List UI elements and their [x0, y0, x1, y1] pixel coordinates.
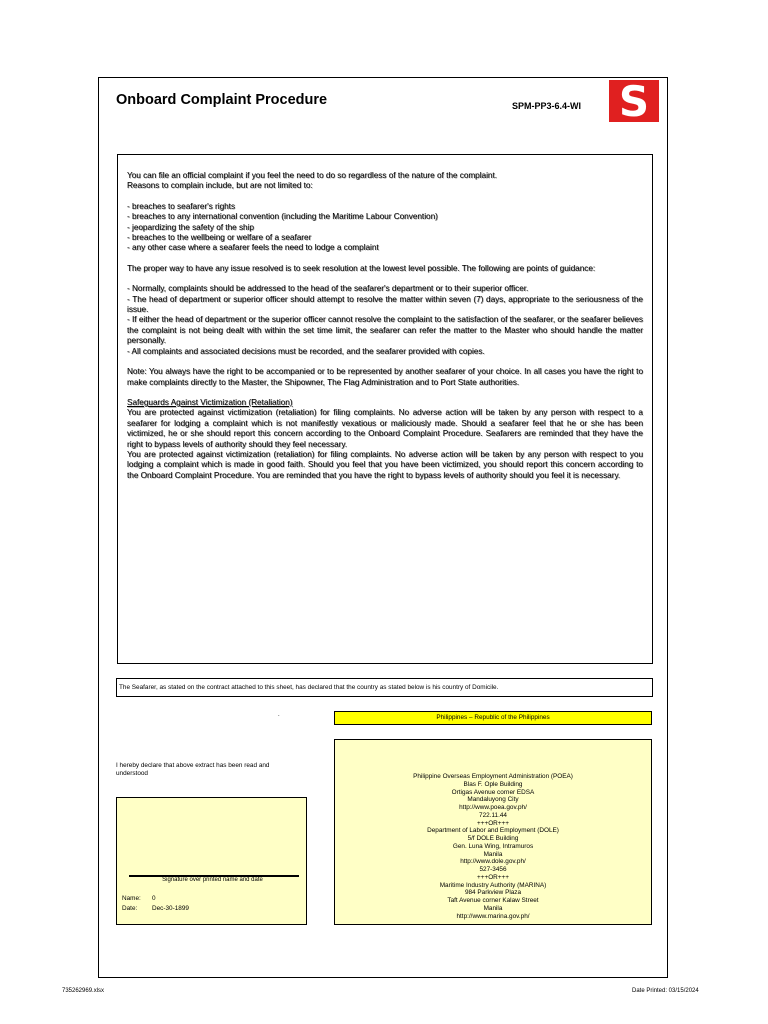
company-logo — [609, 80, 659, 122]
intro-line-1: You can file an official complaint if you feel the need to do so regardless of the nature of the complaint. — [127, 171, 498, 180]
page-title: Onboard Complaint Procedure — [116, 92, 328, 108]
document-code: SPM-PP3-6.4-WI — [512, 101, 582, 111]
reason-item: - breaches to the wellbeing or welfare of a seafarer — [127, 233, 312, 243]
name-row — [122, 895, 156, 902]
complaint-procedure-text — [117, 154, 653, 664]
contact-line: Gen. Luna Wing, Intramuros — [452, 842, 534, 850]
proper-way-paragraph: The proper way to have any issue resolved is to seek resolution at the lowest level possible. The following are points of guidance: — [127, 263, 596, 273]
agency-contacts — [334, 739, 652, 925]
contact-line: +++OR+++ — [477, 873, 509, 881]
name-label: Name: — [122, 895, 141, 902]
footer-date-printed: Date Printed: 03/15/2024 — [632, 988, 699, 994]
signature-box[interactable] — [116, 797, 307, 925]
read-statement: I hereby declare that above extract has been read and understood — [116, 762, 270, 777]
guidance-item: - Normally, complaints should be addressed to the head of the seafarer's department or to their superior officer. — [127, 284, 529, 294]
separator-dot: . — [278, 712, 280, 718]
intro-line-2: Reasons to complain include, but are not limited to: — [127, 181, 313, 191]
contact-line: Department of Labor and Employment (DOLE) — [427, 827, 559, 835]
contact-line: Blas F. Ople Building — [463, 780, 523, 788]
reason-item: - breaches to any international convention (including the Maritime Labour Convention) — [127, 212, 438, 222]
safeguards-paragraph-1: You are protected against victimization (retaliation) for filing complaints. No adverse action will be taken by any person with respect to a seafarer for lodging a complaint which is not manifestly vexatious or maliciously made. Should a seafarer feel that he or she has been victimized, he or she should report this concern according to the Onboard Complaint Procedure. Seafarers are reminded that they have the right to bypass levels of authority should they feel necessary. — [127, 408, 643, 449]
contact-line: Maritime Industry Authority (MARINA) — [439, 881, 547, 889]
domicile-declaration: The Seafarer, as stated on the contract attached to this sheet, has declared that the country as stated below is his country of Domicile. — [116, 678, 653, 697]
name-value: 0 — [152, 895, 156, 902]
country-field[interactable]: Philippines – Republic of the Philippines — [334, 711, 652, 725]
contact-line: http://www.marina.gov.ph/ — [456, 912, 530, 920]
safeguards-paragraph-2: You are protected against victimization (retaliation) for filing complaints. No adverse action will be taken by any person with respect to you lodging a complaint which is made in good faith. Should you feel that you have been victimized, you should report this concern according to the Onboard Complaint Procedure. You are reminded that you have the right to bypass levels of authority should you feel it is necessary. — [127, 449, 643, 480]
contact-line: Manila — [483, 850, 503, 858]
reason-item: - any other case where a seafarer feels the need to lodge a complaint — [127, 243, 379, 253]
reason-item: - jeopardizing the safety of the ship — [127, 222, 254, 232]
contact-line: Taft Avenue corner Kalaw Street — [447, 897, 539, 904]
contact-line: Mandaluyong City — [467, 796, 519, 804]
footer-filename: 735262969.xlsx — [62, 988, 105, 994]
note-paragraph: Note: You always have the right to be accompanied or to be represented by another seafarer of your choice. In all cases you have the right to make complaints directly to the Master, the Shipowner, The Flag Administration and to Port State authorities. — [127, 367, 643, 387]
contact-line: Manila — [483, 904, 503, 912]
contact-line: Ortigas Avenue corner EDSA — [451, 788, 535, 796]
contact-line: 527-3456 — [479, 866, 507, 873]
contact-line: 722.11.44 — [479, 811, 507, 819]
date-label: Date: — [122, 905, 138, 912]
guidance-item: - If either the head of department or the superior officer cannot resolve the complaint to the satisfaction of the seafarer, or the seafarer believes the complaint is not being dealt with within the set time limit, the seafarer can refer the matter to the Master who should handle the matter personally. — [127, 315, 643, 346]
safeguards-heading: Safeguards Against Victimization (Retaliation) — [127, 397, 293, 407]
contact-line: http://www.poea.gov.ph/ — [459, 804, 527, 811]
guidance-item: - All complaints and associated decisions must be recorded, and the seafarer provided with copies. — [127, 346, 485, 356]
date-value: Dec-30-1899 — [152, 905, 189, 912]
logo-letter: S — [618, 80, 650, 122]
guidance-item: - The head of department or superior officer should attempt to resolve the matter within seven (7) days, appropriate to the seriousness of the issue. — [127, 294, 643, 315]
signature-caption: Signature over printed name and date — [162, 877, 263, 883]
contact-line: 5/f DOLE Building — [467, 835, 519, 842]
contact-line: Philippine Overseas Employment Administration (POEA) — [413, 773, 573, 780]
contact-line: http://www.dole.gov.ph/ — [460, 858, 526, 866]
reason-item: - breaches to seafarer's rights — [127, 201, 236, 211]
date-row — [122, 905, 189, 912]
contact-line: 984 Parkview Plaza — [464, 889, 522, 897]
contact-line: +++OR+++ — [477, 819, 509, 827]
